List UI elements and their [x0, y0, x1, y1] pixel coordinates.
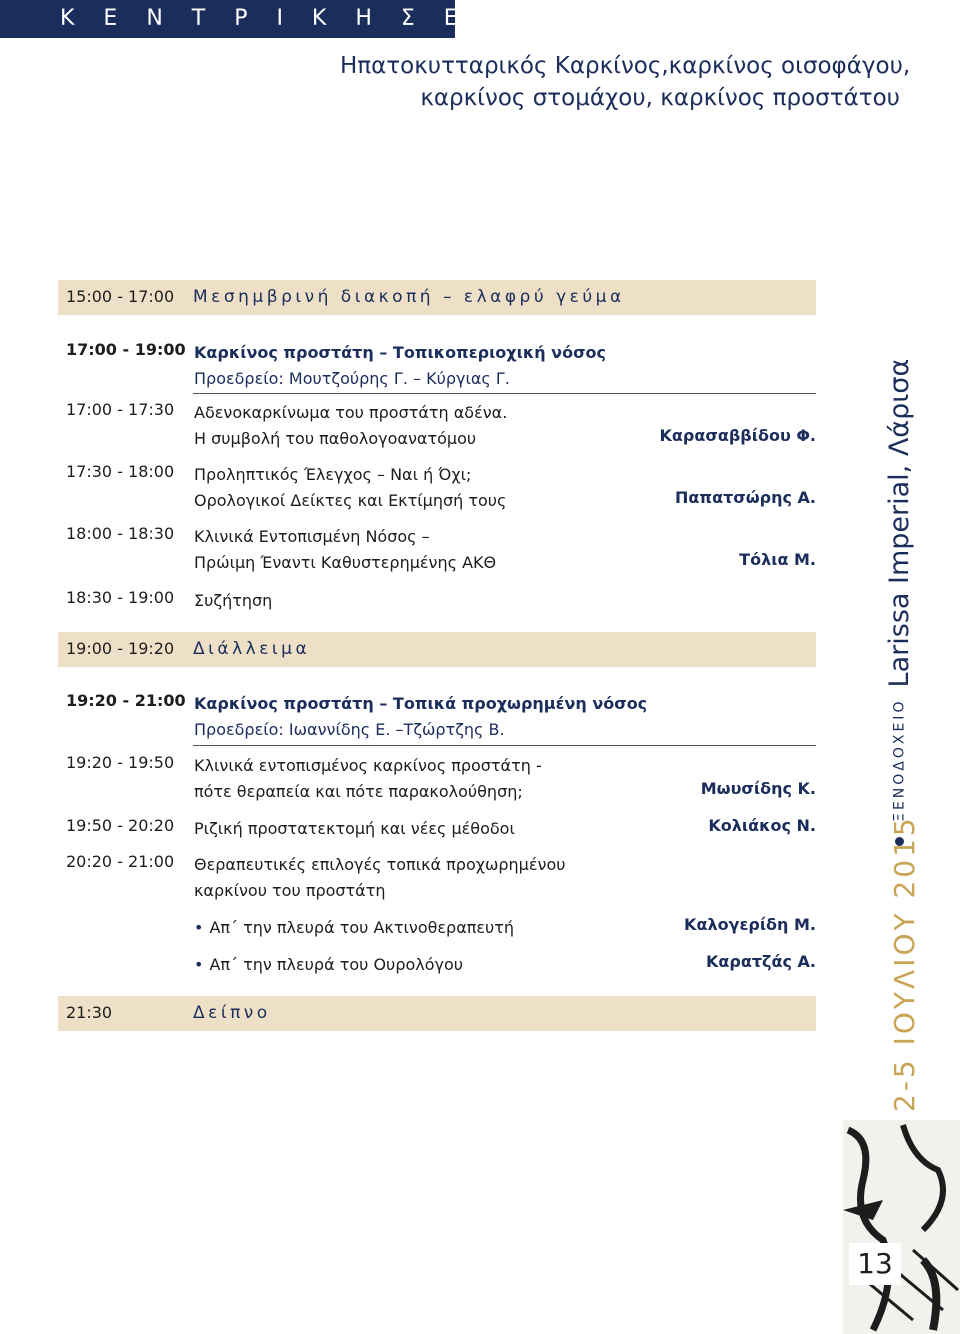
region-header-bar: [0, 0, 735, 38]
decorative-artwork: [843, 1120, 960, 1334]
artwork-sketch-icon: [843, 1120, 960, 1334]
talk-title-line-2: Η συμβολή του παθολογοανατόμου: [194, 429, 477, 448]
talk-title-line-1: Κλινικά Εντοπισμένη Νόσος –: [194, 527, 430, 546]
bullet-row: [66, 915, 816, 943]
talk-title-line-1: Κλινικά εντοπισμένος καρκίνος προστάτη -: [194, 756, 542, 775]
talk-time: 20:20 - 21:00: [66, 852, 175, 871]
break-band: [58, 632, 816, 667]
event-dates: 2-5 ΙΟΥΛΙΟΥ 2015: [888, 815, 921, 1112]
talk-title-line-2: Πρώιμη Έναντι Καθυστερημένης ΑΚΘ: [194, 553, 497, 572]
session-1-title: Καρκίνος προστάτη – Τοπικοπεριοχική νόσος: [194, 343, 607, 362]
dinner-label: Δείπνο: [193, 1003, 271, 1023]
bullet-text: • Απ΄ την πλευρά του Ουρολόγου: [194, 952, 463, 978]
dates-block: [888, 815, 921, 1112]
venue-name: Larissa Imperial, Λάρισα: [884, 358, 915, 688]
talk-row: [66, 400, 816, 454]
talk-time: 17:00 - 17:30: [66, 400, 175, 419]
lunch-time: 15:00 - 17:00: [66, 287, 175, 306]
page-number: 13: [849, 1243, 901, 1285]
talk-title-line-2: καρκίνου του προστάτη: [194, 881, 386, 900]
dinner-time: 21:30: [66, 1003, 113, 1022]
talk-speaker: Κολιάκος Ν.: [708, 816, 816, 835]
bullet-speaker: Καλογερίδη Μ.: [684, 915, 816, 934]
bullet-text: • Απ΄ την πλευρά του Ακτινοθεραπευτή: [194, 915, 514, 941]
session-2-divider: [193, 745, 816, 746]
bullet-row: [66, 952, 816, 980]
talk-speaker: Τόλια Μ.: [739, 550, 816, 569]
session-2-chairs: Προεδρείο: Ιωαννίδης Ε. –Τζώρτζης Β.: [194, 720, 505, 739]
talk-title-line-1: Θεραπευτικές επιλογές τοπικά προχωρημένου: [194, 855, 566, 874]
lunch-label: Μεσημβρινή διακοπή – ελαφρύ γεύμα: [193, 287, 625, 307]
talk-row: [66, 852, 816, 906]
talk-title-line-1: Αδενοκαρκίνωμα του προστάτη αδένα.: [194, 403, 508, 422]
talk-time: 19:50 - 20:20: [66, 816, 175, 835]
session-1-time: 17:00 - 19:00: [66, 340, 186, 359]
session-2-header: [66, 691, 816, 745]
session-1-header: [66, 340, 816, 394]
talk-title-line-1: Ριζική προστατεκτομή και νέες μέθοδοι: [194, 819, 515, 838]
talk-time: 18:00 - 18:30: [66, 524, 175, 543]
talk-row: [66, 588, 816, 616]
talk-title-line-2: Ορολογικοί Δείκτες και Εκτίμησή τους: [194, 491, 507, 510]
venue-block: [884, 359, 915, 846]
subtitle-line-2: καρκίνος στομάχου, καρκίνος προστάτου: [420, 85, 900, 111]
talk-row: [66, 462, 816, 516]
session-2-title: Καρκίνος προστάτη – Τοπικά προχωρημένη νόσος: [194, 694, 648, 713]
talk-row: [66, 753, 816, 807]
talk-speaker: Παπατσώρης Α.: [675, 488, 816, 507]
talk-time: 17:30 - 18:00: [66, 462, 175, 481]
session-2-time: 19:20 - 21:00: [66, 691, 186, 710]
talk-title-line-1: Συζήτηση: [194, 591, 273, 610]
talk-row: [66, 816, 816, 844]
session-1-chairs: Προεδρείο: Μουτζούρης Γ. – Κύργιας Γ.: [194, 369, 510, 388]
dinner-band: [58, 996, 816, 1031]
page-subtitle: [340, 50, 911, 114]
talk-speaker: Καρασαββίδου Φ.: [659, 426, 816, 445]
talk-speaker: Μωυσίδης Κ.: [700, 779, 816, 798]
talk-title-line-1: Προληπτικός Έλεγχος – Ναι ή Όχι;: [194, 465, 472, 484]
session-1-divider: [193, 393, 816, 394]
talk-time: 18:30 - 19:00: [66, 588, 175, 607]
break-time: 19:00 - 19:20: [66, 639, 175, 658]
talk-title-line-2: πότε θεραπεία και πότε παρακολούθηση;: [194, 782, 523, 801]
break-label: Διάλλειμα: [193, 639, 311, 659]
talk-row: [66, 524, 816, 578]
region-title: Κ Ε Ν Τ Ρ Ι Κ Η Σ Ε Λ Λ Α Δ Ο Σ: [60, 6, 735, 31]
subtitle-line-1: Ηπατοκυτταρικός Καρκίνος,καρκίνος οισοφάγου,: [340, 53, 911, 79]
bullet-speaker: Καρατζάς Α.: [705, 952, 816, 971]
lunch-band: [58, 280, 816, 315]
talk-time: 19:20 - 19:50: [66, 753, 175, 772]
venue-prefix: ΞΕΝΟΔΟΧΕΙΟ: [891, 698, 908, 822]
